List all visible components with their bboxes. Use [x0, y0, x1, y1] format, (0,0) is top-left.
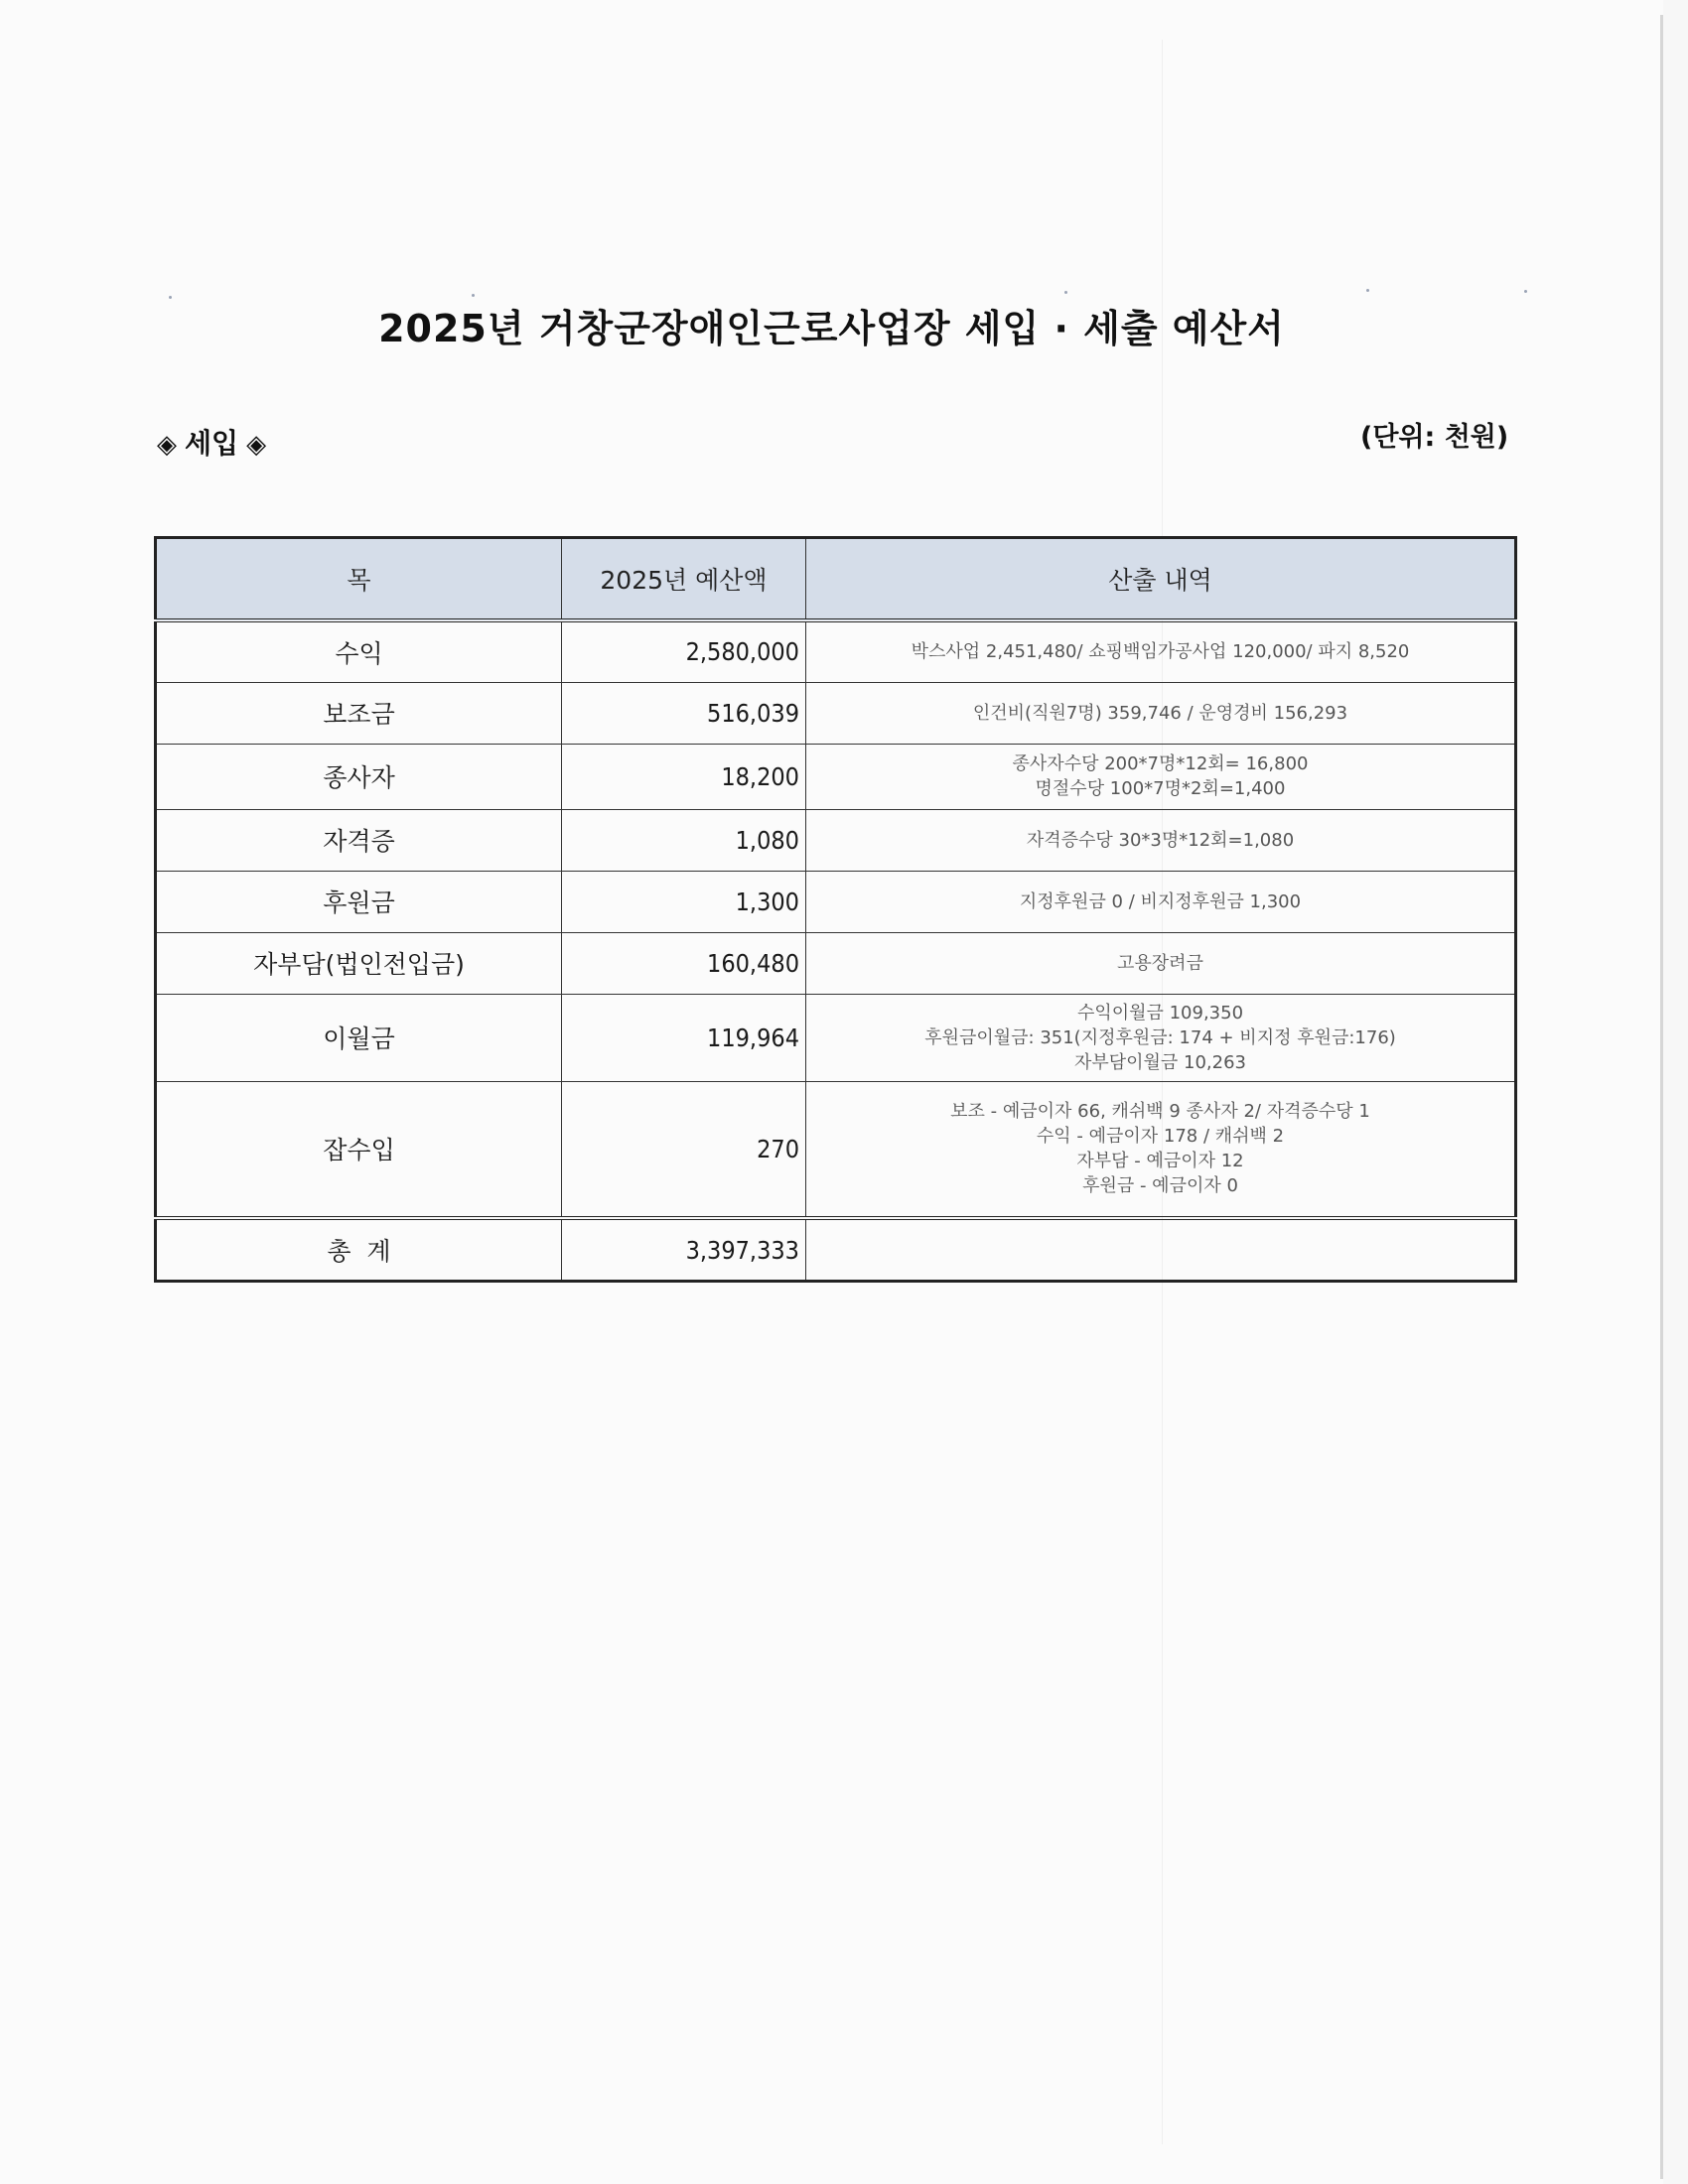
detail-line: 지정후원금 0 / 비지정후원금 1,300	[1019, 890, 1302, 912]
unit-label: (단위: 천원)	[1360, 422, 1509, 453]
row-item-name: 후원금	[156, 871, 562, 932]
scan-speck	[1366, 289, 1369, 292]
diamond-marker-icon: ◈	[246, 430, 267, 460]
header-item: 목	[156, 538, 562, 621]
row-item-name: 보조금	[156, 682, 562, 744]
row-item-name: 종사자	[156, 744, 562, 809]
header-detail: 산출 내역	[806, 538, 1516, 621]
table-row	[156, 994, 1516, 1081]
total-label: 총 계	[156, 1218, 562, 1282]
row-amount: 2,580,000	[562, 620, 806, 682]
detail-line: 자부담 - 예금이자 12	[1076, 1151, 1244, 1172]
row-item-name: 이월금	[156, 994, 562, 1081]
section-heading-text: 세입	[185, 427, 239, 460]
detail-line: 박스사업 2,451,480/ 쇼핑백임가공사업 120,000/ 파지 8,520	[911, 641, 1410, 663]
row-calculation-detail	[806, 620, 1516, 682]
row-amount: 119,964	[562, 994, 806, 1081]
row-amount: 516,039	[562, 682, 806, 744]
section-heading	[149, 422, 274, 462]
scan-speck	[1524, 290, 1527, 293]
table-row	[156, 871, 1516, 932]
detail-line: 자격증수당 30*3명*12회=1,080	[1026, 829, 1295, 851]
detail-line: 수익이월금 109,350	[1076, 1002, 1244, 1024]
row-amount: 1,300	[562, 871, 806, 932]
row-item-name: 자부담(법인전입금)	[156, 932, 562, 994]
row-calculation-detail	[806, 682, 1516, 744]
detail-line: 보조 - 예금이자 66, 캐쉬백 9 종사자 2/ 자격증수당 1	[950, 1101, 1370, 1123]
diamond-marker-icon: ◈	[157, 430, 177, 460]
detail-line: 자부담이월금 10,263	[1073, 1051, 1247, 1073]
scan-speck	[1064, 291, 1067, 294]
row-calculation-detail	[806, 932, 1516, 994]
row-calculation-detail	[806, 1081, 1516, 1218]
row-amount: 270	[562, 1081, 806, 1218]
table-row	[156, 744, 1516, 809]
document-title: 2025년 거창군장애인근로사업장 세입 · 세출 예산서	[378, 307, 1285, 350]
row-amount: 160,480	[562, 932, 806, 994]
scan-speck	[472, 294, 475, 297]
row-calculation-detail	[806, 809, 1516, 871]
detail-line: 명절수당 100*7명*2회=1,400	[1035, 778, 1286, 799]
row-calculation-detail	[806, 744, 1516, 809]
detail-line: 후원금이월금: 351(지정후원금: 174 + 비지정 후원금:176)	[924, 1026, 1396, 1048]
total-amount: 3,397,333	[562, 1218, 806, 1282]
total-row	[156, 1218, 1516, 1282]
row-calculation-detail	[806, 994, 1516, 1081]
total-detail	[806, 1218, 1516, 1282]
table-row	[156, 809, 1516, 871]
row-item-name: 자격증	[156, 809, 562, 871]
detail-line: 수익 - 예금이자 178 / 캐쉬백 2	[1036, 1126, 1285, 1148]
table-row	[156, 1081, 1516, 1218]
table-row	[156, 682, 1516, 744]
detail-line: 종사자수당 200*7명*12회= 16,800	[1012, 753, 1309, 774]
header-amount: 2025년 예산액	[562, 538, 806, 621]
detail-line: 후원금 - 예금이자 0	[1082, 1175, 1238, 1197]
row-amount: 18,200	[562, 744, 806, 809]
revenue-budget-table	[154, 536, 1517, 1283]
detail-line: 고용장려금	[1117, 952, 1203, 974]
table-row	[156, 620, 1516, 682]
row-amount: 1,080	[562, 809, 806, 871]
row-item-name: 잡수입	[156, 1081, 562, 1218]
table-body	[156, 620, 1516, 1282]
row-item-name: 수익	[156, 620, 562, 682]
table-header-row	[156, 538, 1516, 621]
row-calculation-detail	[806, 871, 1516, 932]
detail-line: 인건비(직원7명) 359,746 / 운영경비 156,293	[972, 702, 1348, 724]
table-row	[156, 932, 1516, 994]
